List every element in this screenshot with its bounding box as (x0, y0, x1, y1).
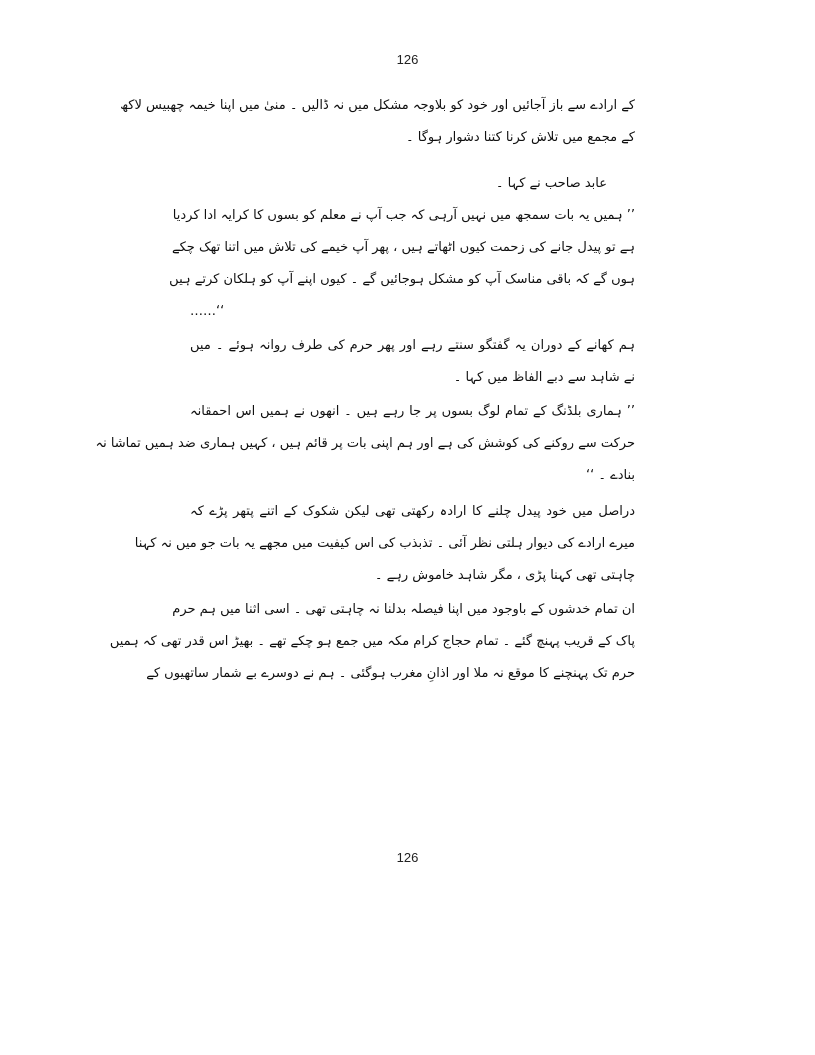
text-line: ہم کھانے کے دوران یہ گفتگو سنتے رہے اور پھر حرم کی طرف روانہ ہوئے ۔ میں (190, 338, 635, 353)
text-line: حرم تک پہنچنے کا موقع نہ ملا اور اذانِ مغرب ہوگئی ۔ ہم نے دوسرے بے شمار ساتھیوں کے (146, 666, 635, 681)
text-line: چاہتی تھی کہنا پڑی ، مگر شاہد خاموش رہے ۔ (374, 568, 635, 583)
text-line: نے شاہد سے دبے الفاظ میں کہا ۔ (453, 370, 635, 385)
text-line: ……‘‘ (190, 304, 225, 319)
text-line: ’’ ہمیں یہ بات سمجھ میں نہیں آرہی کہ جب آپ نے معلم کو بسوں کا کرایہ ادا کردیا (172, 208, 635, 223)
text-line: کے ارادے سے باز آجائیں اور خود کو بلاوجہ مشکل میں نہ ڈالیں ۔ منیٰ میں اپنا خیمہ چھبیس لاکھ (120, 98, 635, 113)
text-line: بنادے ۔ ‘‘ (585, 468, 635, 483)
text-line: ہوں گے کہ باقی مناسک آپ کو مشکل ہوجائیں گے ۔ کیوں اپنے آپ کو ہلکان کرتے ہیں (169, 272, 635, 287)
text-line: کے مجمع میں تلاش کرنا کتنا دشوار ہوگا ۔ (405, 130, 635, 145)
text-line: عابد صاحب نے کہا ۔ (495, 176, 607, 191)
text-line: میرے ارادے کی دیوار ہلتی نظر آئی ۔ تذبذب کی اس کیفیت میں مجھے یہ بات جو میں نہ کہنا (134, 536, 635, 551)
text-line: ’’ ہماری بلڈنگ کے تمام لوگ بسوں پر جا رہے ہیں ۔ انھوں نے ہمیں اس احمقانہ (190, 404, 635, 419)
text-line: دراصل میں خود پیدل چلنے کا ارادہ رکھتی تھی لیکن شکوک کے اتنے پتھر پڑے کہ (190, 504, 635, 519)
text-line: پاک کے قریب پہنچ گئے ۔ تمام حجاج کرام مکہ میں جمع ہو چکے تھے ۔ بھیڑ اس قدر تھی کہ ہمیں (109, 634, 635, 649)
page-number-bottom: 126 (396, 850, 419, 865)
page-number-top: 126 (396, 52, 419, 67)
text-line: ان تمام خدشوں کے باوجود میں اپنا فیصلہ بدلنا نہ چاہتی تھی ۔ اسی اثنا میں ہم حرم (172, 602, 635, 617)
text-line: حرکت سے روکنے کی کوشش کی ہے اور ہم اپنی بات پر قائم ہیں ، کہیں ہماری ضد ہمیں تماشا نہ (95, 436, 635, 451)
text-line: ہے تو پیدل جانے کی زحمت کیوں اٹھاتے ہیں ، پھر آپ خیمے کی تلاش میں اتنا تھک چکے (171, 240, 635, 255)
